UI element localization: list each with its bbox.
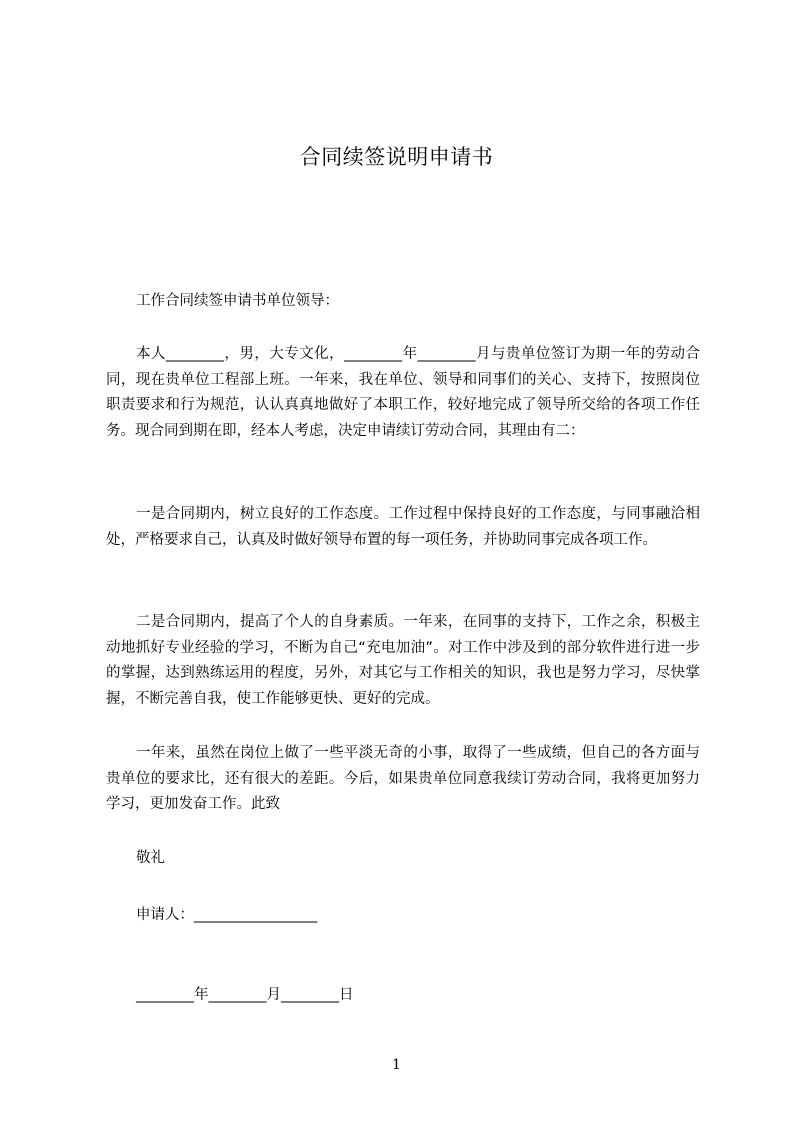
date-line: ________年________月________日 xyxy=(136,987,354,1003)
page-number: 1 xyxy=(392,1057,401,1073)
paragraph-reason-two: 二是合同期内，提高了个人的自身素质。一年来，在同事的支持下，工作之余，积极主动地抓好专业经验的学习，不断为自己“充电加油”。对工作中涉及到的部分软件进行进一步的掌握，达到熟练运用的程度，另外，对其它与工作相关的知识，我也是努力学习，尽快掌握，不断完善自我，使工作能够更快、更好的完成。 xyxy=(106,614,700,707)
salutation: 工作合同续签申请书单位领导： xyxy=(136,293,339,309)
closing-salute: 敬礼 xyxy=(136,850,165,866)
applicant-signature-line: 申请人：_________________ xyxy=(136,907,318,923)
document-title: 合同续签说明申请书 xyxy=(299,145,494,169)
paragraph-intro: 本人________，男，大专文化，________年________月与贵单位签订为期一年的劳动合同，现在贵单位工程部上班。一年来，我在单位、领导和同事们的关心、支持下，按照岗位职责要求和行为规范，认认真真地做好了本职工作，较好地完成了领导所交给的各项工作任务。现合同到期在即，经本人考虑，决定申请续订劳动合同，其理由有二： xyxy=(106,346,700,439)
paragraph-reason-one: 一是合同期内，树立良好的工作态度。工作过程中保持良好的工作态度，与同事融洽相处，严格要求自己，认真及时做好领导布置的每一项任务，并协助同事完成各项工作。 xyxy=(106,506,700,548)
paragraph-conclusion: 一年来，虽然在岗位上做了一些平淡无奇的小事，取得了一些成绩，但自己的各方面与贵单位的要求比，还有很大的差距。今后，如果贵单位同意我续订劳动合同，我将更加努力学习，更加发奋工作。此致 xyxy=(106,745,700,812)
